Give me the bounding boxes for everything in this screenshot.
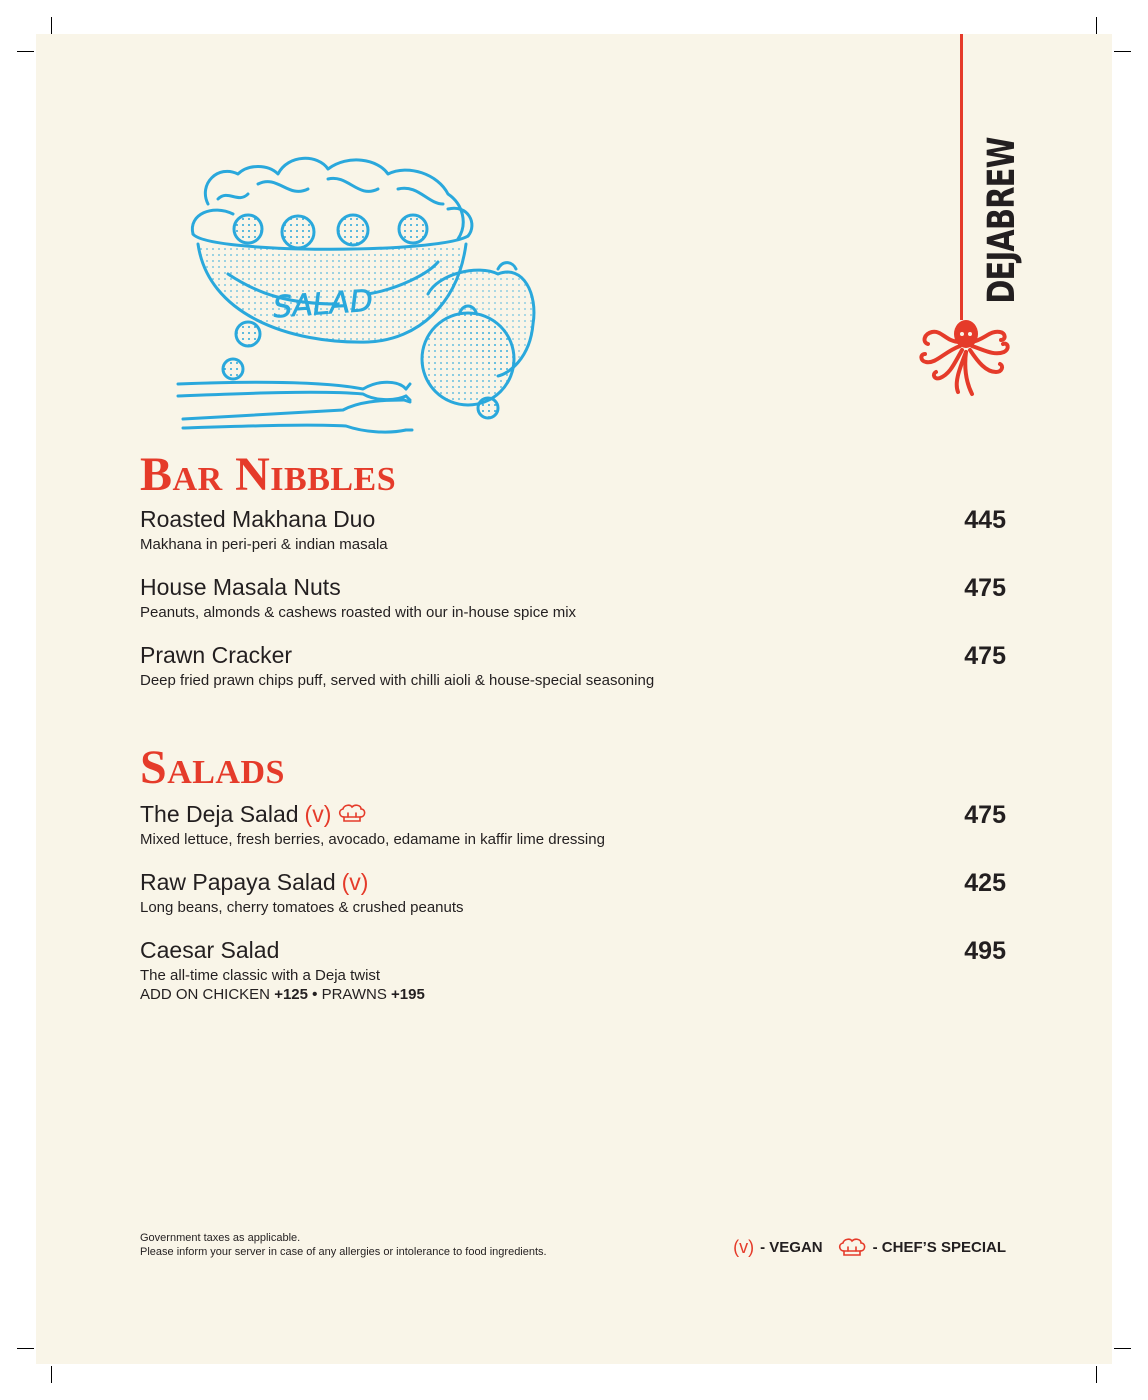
item-description: Deep fried prawn chips puff, served with chilli aioli & house-special seasoning	[140, 672, 655, 689]
salad-bowl-illustration	[138, 144, 538, 444]
crop-mark	[17, 51, 34, 52]
legend-vegan-label: - VEGAN	[760, 1239, 823, 1256]
item-description: Makhana in peri-peri & indian masala	[140, 536, 388, 553]
item-price: 445	[964, 506, 1006, 534]
item-description: Mixed lettuce, fresh berries, avocado, edamame in kaffir lime dressing	[140, 831, 605, 848]
addon-prawns-price: +195	[391, 986, 425, 1003]
item-name: Roasted Makhana Duo	[140, 506, 376, 532]
item-name: Raw Papaya Salad (v)	[140, 869, 369, 895]
menu-item	[140, 506, 1006, 554]
item-name: House Masala Nuts	[140, 574, 341, 600]
menu-item	[140, 937, 1006, 1004]
item-price: 475	[964, 801, 1006, 829]
menu-item	[140, 642, 1006, 690]
item-name: Prawn Cracker	[140, 642, 293, 668]
section-title-salads: Salads	[140, 741, 285, 794]
crop-mark	[51, 17, 52, 34]
brand-name: DEJABREW	[980, 136, 1024, 304]
crop-mark	[1096, 17, 1097, 34]
item-description: The all-time classic with a Deja twist	[140, 967, 381, 984]
menu-item	[140, 574, 1006, 622]
footnote	[140, 1231, 547, 1259]
crop-mark	[17, 1348, 34, 1349]
item-description: Long beans, cherry tomatoes & crushed peanuts	[140, 899, 464, 916]
addon-chicken-price: +125	[274, 986, 308, 1003]
chef-hat-icon	[837, 1238, 867, 1258]
allergy-note: Please inform your server in case of any allergies or intolerance to food ingredients.	[140, 1246, 547, 1258]
menu-page	[36, 34, 1112, 1364]
legend-vegan-symbol: (v)	[733, 1237, 755, 1257]
item-name: Caesar Salad	[140, 937, 280, 963]
menu-item	[140, 869, 1006, 917]
menu-item	[140, 801, 1006, 849]
vegan-tag: (v)	[341, 869, 369, 895]
taxes-note: Government taxes as applicable.	[140, 1232, 301, 1244]
crop-mark	[1114, 51, 1131, 52]
legend-chef-label: - CHEF’S SPECIAL	[872, 1239, 1006, 1256]
item-addons	[140, 985, 1006, 1004]
addon-separator: •	[312, 986, 318, 1003]
crop-mark	[51, 1366, 52, 1383]
addon-prawns-label: PRAWNS	[321, 986, 387, 1003]
brand-logo	[976, 136, 1028, 304]
item-price: 475	[964, 642, 1006, 670]
section-title-bar-nibbles: Bar Nibbles	[140, 448, 397, 501]
legend	[733, 1237, 1006, 1258]
item-description: Peanuts, almonds & cashews roasted with our in-house spice mix	[140, 604, 577, 621]
brand-line	[960, 34, 963, 320]
item-price: 425	[964, 869, 1006, 897]
item-price: 475	[964, 574, 1006, 602]
chef-hat-icon	[337, 804, 367, 824]
item-name: The Deja Salad (v)	[140, 801, 1006, 827]
crop-mark	[1096, 1366, 1097, 1383]
addon-chicken-label: ADD ON CHICKEN	[140, 986, 271, 1003]
octopus-icon	[916, 312, 1012, 400]
item-price: 495	[964, 937, 1006, 965]
illustration-label: SALAD	[271, 283, 375, 326]
crop-mark	[1114, 1348, 1131, 1349]
vegan-tag: (v)	[304, 801, 332, 827]
